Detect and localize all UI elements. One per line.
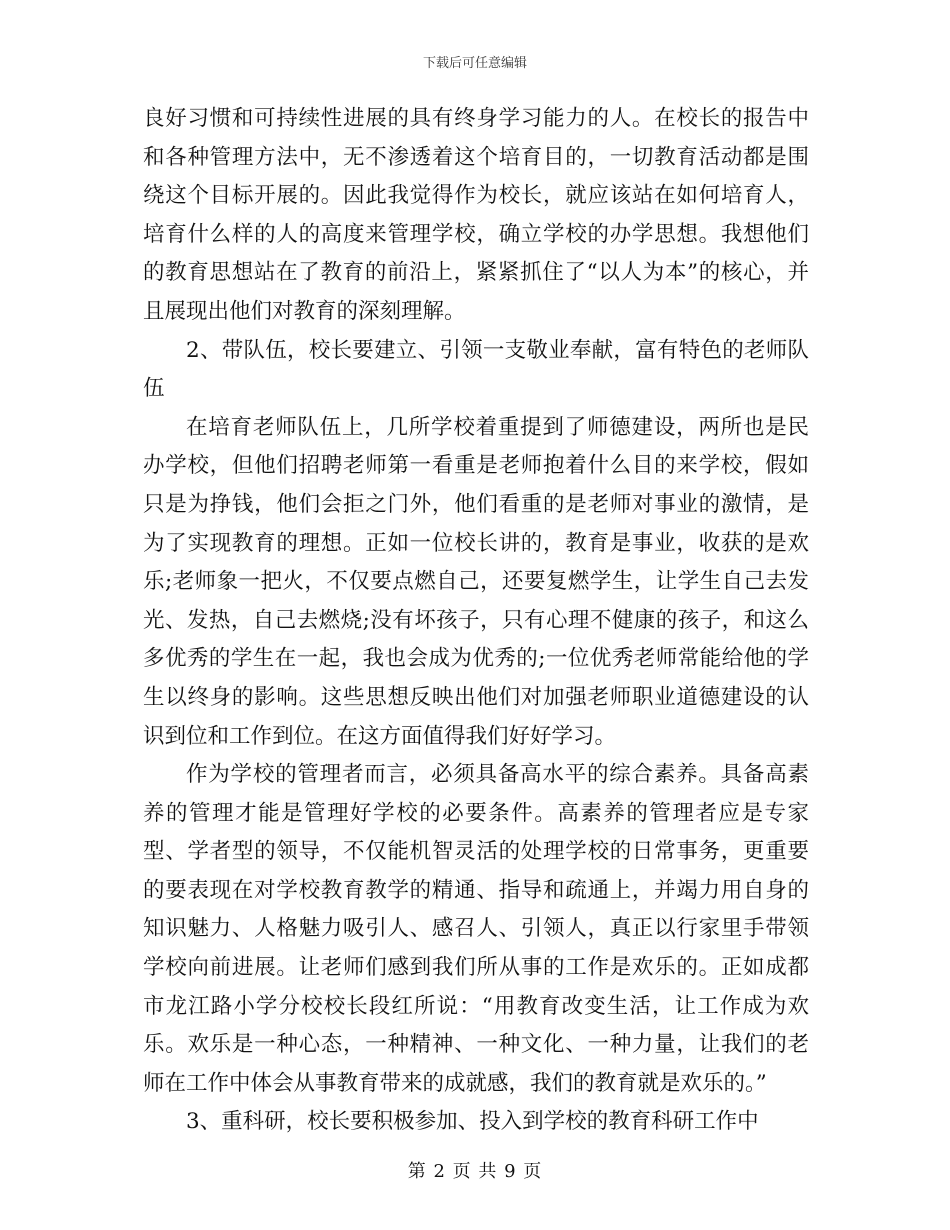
paragraph-3: 在培育老师队伍上，几所学校着重提到了师德建设，两所也是民办学校，但他们招聘老师第一看重是老师抱着什么目的来学校，假如只是为挣钱，他们会拒之门外，他们看重的是老师对事业的激情，是为了实现教育的理想。正如一位校长讲的，教育是事业，收获的是欢乐;老师象一把火，不仅要点燃自己，还要复燃学生，让学生自己去发光、发热，自己去燃烧;没有坏孩子，只有心理不健康的孩子，和这么多优秀的学生在一起，我也会成为优秀的;一位优秀老师常能给他的学生以终身的影响。这些思想反映出他们对加强老师职业道德建设的认识到位和工作到位。在这方面值得我们好好学习。 (143, 414, 809, 749)
paragraph-1: 良好习惯和可持续性进展的具有终身学习能力的人。在校长的报告中和各种管理方法中，无不渗透着这个培育目的，一切教育活动都是围绕这个目标开展的。因此我觉得作为校长，就应该站在如何培育人，培育什么样的人的高度来管理学校，确立学校的办学思想。我想他们的教育思想站在了教育的前沿上，紧紧抓住了“以人为本”的核心，并且展现出他们对教育的深刻理解。 (143, 106, 809, 324)
page-number-footer: 第 2 页 共 9 页 (407, 1161, 543, 1182)
paragraph-4: 作为学校的管理者而言，必须具备高水平的综合素养。具备高素养的管理才能是管理好学校的必要条件。高素养的管理者应是专家型、学者型的领导，不仅能机智灵活的处理学校的日常事务，更重要的要表现在对学校教育教学的精通、指导和疏通上，并竭力用自身的知识魅力、人格魅力吸引人、感召人、引领人，真正以行家里手带领学校向前进展。让老师们感到我们所从事的工作是欢乐的。正如成都市龙江路小学分校校长段红所说：“用教育改变生活，让工作成为欢乐。欢乐是一种心态，一种精神、一种文化、一种力量，让我们的老师在工作中体会从事教育带来的成就感，我们的教育就是欢乐的。” (143, 762, 809, 1096)
document-body (143, 100, 809, 1142)
paragraph-2-heading: 2、带队伍，校长要建立、引领一支敬业奉献，富有特色的老师队伍 (143, 337, 809, 402)
paragraph-5-heading: 3、重科研，校长要积极参加、投入到学校的教育科研工作中 (186, 1109, 759, 1135)
page-header-note: 下载后可任意编辑 (422, 56, 527, 71)
